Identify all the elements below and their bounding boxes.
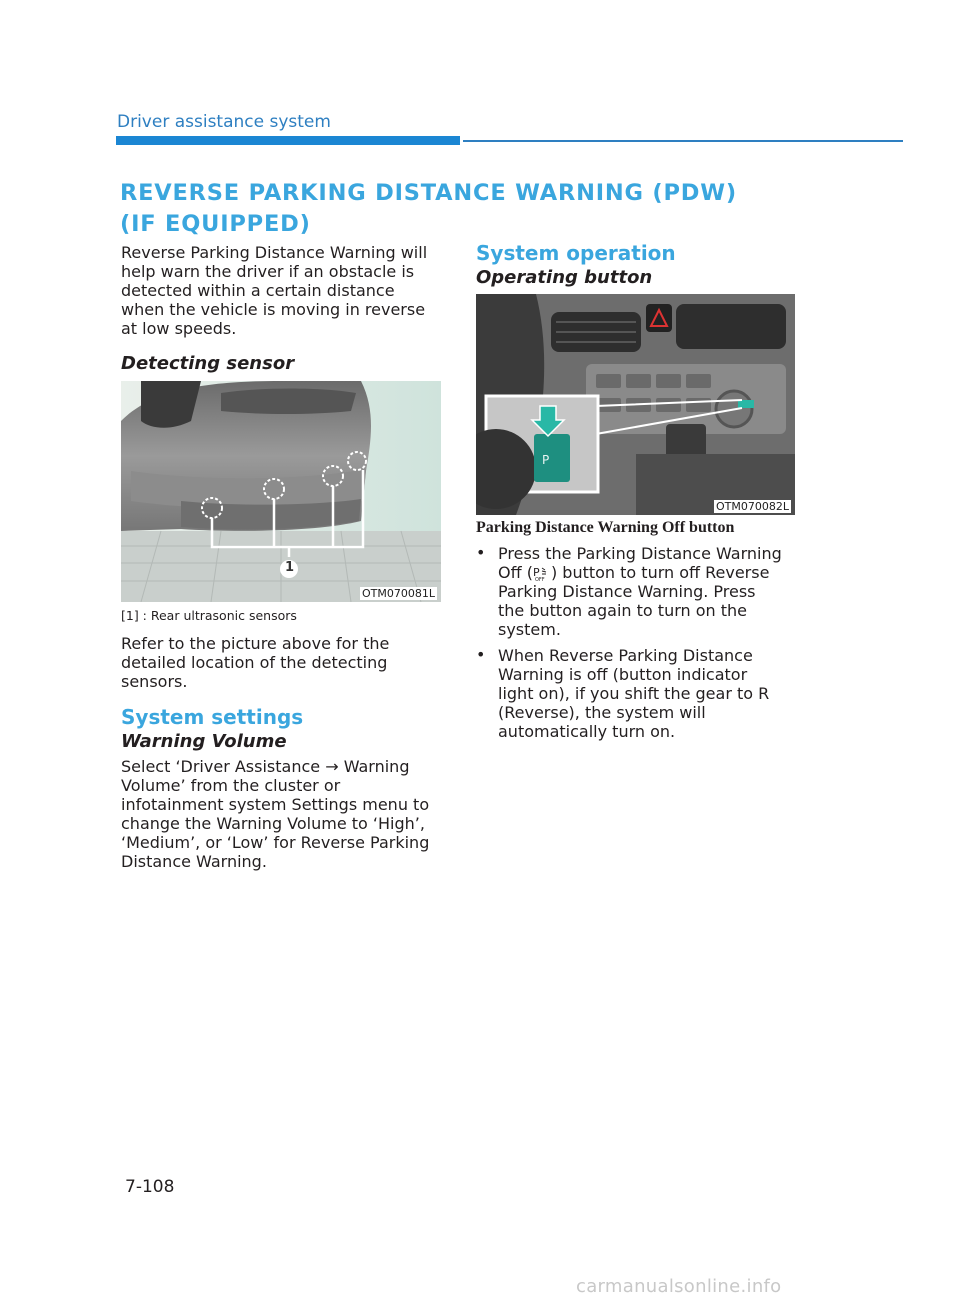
figure-code-button: OTM070082L (716, 500, 789, 513)
sensor-caption: [1] : Rear ultrasonic sensors (121, 608, 297, 623)
operation-bullets (476, 544, 784, 748)
bullet-item-turn-off (476, 544, 784, 639)
page-title: REVERSE PARKING DISTANCE WARNING (PDW) (IF EQUIPPED) (120, 180, 737, 237)
sensor-description: Refer to the picture above for the detailed location of the detecting sensors. (121, 634, 390, 691)
header-rule-thin (463, 140, 903, 142)
watermark: carmanualsonline.info (576, 1276, 782, 1297)
running-header: Driver assistance system (117, 112, 331, 132)
svg-text:P: P (532, 566, 540, 579)
operating-button-illustration (476, 294, 795, 515)
warning-volume-heading: Warning Volume (121, 731, 287, 752)
callout-number-1: 1 (285, 560, 295, 575)
parking-distance-warning-off-icon (533, 566, 551, 581)
bullet-dot: • (476, 645, 486, 664)
rear-bumper-image (121, 381, 441, 602)
warning-volume-text: Select ‘Driver Assistance → Warning Volume’ from the cluster or infotainment system Settings menu to change the Warning Volume to ‘High’, ‘Medium’, or ‘Low’ for Reverse Parking Distance Warning. (121, 757, 430, 871)
intro-paragraph: Reverse Parking Distance Warning will help warn the driver if an obstacle is detected within a certain distance when the vehicle is moving in reverse at low speeds. (121, 243, 428, 338)
figure-code-sensors: OTM070081L (362, 587, 435, 600)
bullet-dot: • (476, 543, 486, 562)
svg-text:OFF: OFF (534, 577, 545, 581)
bullet2-text: When Reverse Parking Distance Warning is off (button indicator light on), if you shift the gear to R (Reverse), the system will automatically turn on. (498, 646, 770, 741)
operating-button-heading: Operating button (476, 267, 653, 288)
button-figure-caption: Parking Distance Warning Off button (476, 519, 735, 536)
bullet1-text-end: ) button to turn off Reverse Parking Distance Warning. Press the button again to turn on the system. (498, 563, 770, 639)
page-number: 7-108 (125, 1177, 175, 1197)
bullet-item-auto-on (476, 646, 784, 741)
dashboard-image (476, 294, 795, 515)
system-operation-heading: System operation (476, 241, 676, 265)
header-rule-thick (116, 136, 460, 145)
detecting-sensor-heading: Detecting sensor (121, 353, 295, 374)
bullet1-text-start: Press the Parking Distance Warning Off ( (498, 544, 782, 582)
rear-sensors-illustration (121, 381, 441, 602)
system-settings-heading: System settings (121, 705, 304, 729)
svg-text:P: P (542, 453, 550, 467)
